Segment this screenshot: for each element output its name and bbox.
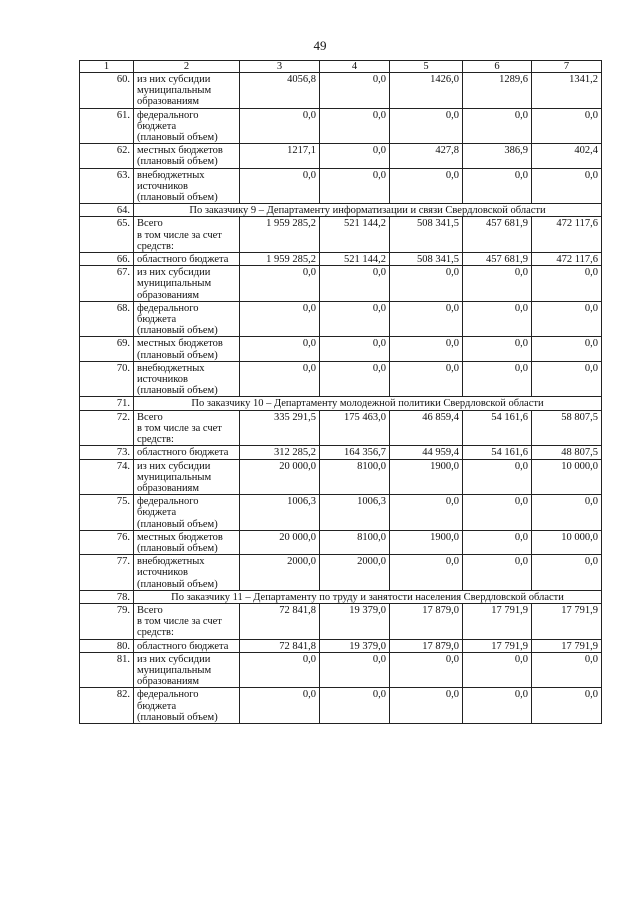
- value-cell: 0,0: [240, 688, 320, 724]
- row-number: 69.: [80, 337, 134, 361]
- value-cell: 0,0: [240, 168, 320, 204]
- value-cell: 0,0: [463, 301, 532, 337]
- value-cell: 0,0: [463, 361, 532, 397]
- value-cell: 1341,2: [532, 73, 602, 109]
- value-cell: 0,0: [532, 688, 602, 724]
- table-row: [80, 459, 602, 495]
- row-label-line: (плановый объем): [137, 349, 218, 361]
- row-label-line: областного бюджета: [137, 640, 229, 652]
- row-number: 67.: [80, 266, 134, 302]
- row-label-line: федерального: [137, 302, 199, 314]
- value-cell: 0,0: [463, 652, 532, 688]
- value-cell: 164 356,7: [320, 446, 390, 459]
- value-cell: 472 117,6: [532, 217, 602, 253]
- row-label: [134, 361, 240, 397]
- value-cell: 0,0: [532, 108, 602, 144]
- value-cell: 0,0: [240, 361, 320, 397]
- row-number: 78.: [80, 590, 134, 603]
- value-cell: 44 959,4: [390, 446, 463, 459]
- row-label: [134, 555, 240, 591]
- row-label-line: (плановый объем): [137, 192, 218, 204]
- row-label-line: образованиям: [137, 289, 200, 301]
- value-cell: 2000,0: [240, 555, 320, 591]
- row-number: 82.: [80, 688, 134, 724]
- column-header-row: [80, 61, 602, 73]
- row-label: [134, 410, 240, 446]
- row-label: [134, 73, 240, 109]
- value-cell: 8100,0: [320, 459, 390, 495]
- value-cell: 17 879,0: [390, 639, 463, 652]
- table-row: [80, 301, 602, 337]
- value-cell: 46 859,4: [390, 410, 463, 446]
- row-label-line: местных бюджетов: [137, 145, 223, 157]
- row-label-line: средств:: [137, 240, 174, 252]
- row-label: [134, 495, 240, 531]
- table-row: [80, 555, 602, 591]
- row-label-line: источников: [137, 567, 189, 579]
- row-number: 75.: [80, 495, 134, 531]
- column-header: 7: [532, 61, 602, 73]
- section-header-row: [80, 204, 602, 217]
- value-cell: 0,0: [532, 337, 602, 361]
- row-number: 74.: [80, 459, 134, 495]
- row-label-line: образованиям: [137, 96, 200, 108]
- row-label-line: (плановый объем): [137, 156, 218, 168]
- value-cell: 1006,3: [240, 495, 320, 531]
- value-cell: 0,0: [390, 652, 463, 688]
- table-row: [80, 652, 602, 688]
- row-label-line: муниципальным: [137, 85, 212, 97]
- row-label: [134, 530, 240, 554]
- value-cell: 2000,0: [320, 555, 390, 591]
- column-header: 3: [240, 61, 320, 73]
- value-cell: 0,0: [463, 459, 532, 495]
- row-label-line: из них субсидии: [137, 460, 211, 472]
- row-label: [134, 144, 240, 168]
- row-label: [134, 168, 240, 204]
- row-label-line: бюджета: [137, 120, 177, 132]
- table-row: [80, 337, 602, 361]
- value-cell: 10 000,0: [532, 530, 602, 554]
- row-label-line: (плановый объем): [137, 385, 218, 397]
- section-header-row: [80, 590, 602, 603]
- value-cell: 0,0: [320, 73, 390, 109]
- row-label: [134, 459, 240, 495]
- column-header: 1: [80, 61, 134, 73]
- value-cell: 0,0: [320, 108, 390, 144]
- value-cell: 0,0: [532, 168, 602, 204]
- value-cell: 19 379,0: [320, 603, 390, 639]
- section-title: По заказчику 10 – Департаменту молодежной политики Свердловской области: [134, 397, 602, 410]
- row-label-line: местных бюджетов: [137, 531, 223, 543]
- row-label-line: местных бюджетов: [137, 338, 223, 350]
- row-label-line: средств:: [137, 434, 174, 446]
- value-cell: 72 841,8: [240, 603, 320, 639]
- table-row: [80, 168, 602, 204]
- row-label-line: внебюджетных: [137, 169, 205, 181]
- value-cell: 0,0: [240, 266, 320, 302]
- row-label: [134, 266, 240, 302]
- row-label-line: областного бюджета: [137, 447, 229, 459]
- value-cell: 335 291,5: [240, 410, 320, 446]
- row-label-line: областного бюджета: [137, 254, 229, 266]
- value-cell: 20 000,0: [240, 459, 320, 495]
- value-cell: 1900,0: [390, 530, 463, 554]
- value-cell: 0,0: [532, 301, 602, 337]
- row-number: 60.: [80, 73, 134, 109]
- value-cell: 472 117,6: [532, 253, 602, 266]
- row-label-line: (плановый объем): [137, 325, 218, 337]
- value-cell: 312 285,2: [240, 446, 320, 459]
- row-number: 81.: [80, 652, 134, 688]
- value-cell: 0,0: [463, 168, 532, 204]
- row-number: 76.: [80, 530, 134, 554]
- value-cell: 10 000,0: [532, 459, 602, 495]
- column-header: 2: [134, 61, 240, 73]
- row-label-line: образованиям: [137, 482, 200, 494]
- value-cell: 17 791,9: [532, 639, 602, 652]
- table-row: [80, 217, 602, 253]
- value-cell: 0,0: [240, 337, 320, 361]
- value-cell: 8100,0: [320, 530, 390, 554]
- row-number: 63.: [80, 168, 134, 204]
- value-cell: 0,0: [390, 337, 463, 361]
- row-label-line: внебюджетных: [137, 362, 205, 374]
- section-title: По заказчику 11 – Департаменту по труду и занятости населения Свердловской области: [134, 590, 602, 603]
- row-number: 66.: [80, 253, 134, 266]
- row-number: 71.: [80, 397, 134, 410]
- value-cell: 20 000,0: [240, 530, 320, 554]
- value-cell: 0,0: [390, 495, 463, 531]
- row-label-line: (плановый объем): [137, 518, 218, 530]
- value-cell: 0,0: [532, 361, 602, 397]
- row-label-line: муниципальным: [137, 278, 212, 290]
- row-label-line: из них субсидии: [137, 74, 211, 85]
- row-label-line: федерального: [137, 109, 199, 121]
- value-cell: 427,8: [390, 144, 463, 168]
- value-cell: 402,4: [532, 144, 602, 168]
- value-cell: 54 161,6: [463, 446, 532, 459]
- row-label-line: (плановый объем): [137, 132, 218, 144]
- table-row: [80, 639, 602, 652]
- table-row: [80, 530, 602, 554]
- value-cell: 0,0: [320, 361, 390, 397]
- value-cell: 0,0: [463, 530, 532, 554]
- row-number: 68.: [80, 301, 134, 337]
- value-cell: 0,0: [390, 168, 463, 204]
- value-cell: 0,0: [463, 495, 532, 531]
- row-label-line: средств:: [137, 627, 174, 639]
- value-cell: 0,0: [532, 266, 602, 302]
- row-label-line: из них субсидии: [137, 267, 211, 279]
- row-number: 64.: [80, 204, 134, 217]
- value-cell: 0,0: [320, 652, 390, 688]
- row-number: 62.: [80, 144, 134, 168]
- table-row: [80, 446, 602, 459]
- row-label-line: (плановый объем): [137, 711, 218, 723]
- table-row: [80, 361, 602, 397]
- row-number: 65.: [80, 217, 134, 253]
- row-label-line: муниципальным: [137, 664, 212, 676]
- row-label: [134, 688, 240, 724]
- row-number: 79.: [80, 603, 134, 639]
- section-header-row: [80, 397, 602, 410]
- table-row: [80, 108, 602, 144]
- value-cell: 0,0: [390, 301, 463, 337]
- page-number: 49: [313, 38, 327, 53]
- row-label-line: в том числе за счет: [137, 229, 222, 241]
- table-row: [80, 603, 602, 639]
- row-label: [134, 337, 240, 361]
- value-cell: 17 791,9: [463, 603, 532, 639]
- row-label-line: бюджета: [137, 700, 177, 712]
- value-cell: 0,0: [390, 688, 463, 724]
- value-cell: 0,0: [240, 108, 320, 144]
- table-row: [80, 73, 602, 109]
- value-cell: 0,0: [390, 266, 463, 302]
- value-cell: 0,0: [390, 361, 463, 397]
- value-cell: 0,0: [320, 266, 390, 302]
- value-cell: 19 379,0: [320, 639, 390, 652]
- column-header: 4: [320, 61, 390, 73]
- row-label-line: бюджета: [137, 507, 177, 519]
- row-label-line: муниципальным: [137, 471, 212, 483]
- row-label: [134, 446, 240, 459]
- row-label-line: из них субсидии: [137, 653, 211, 665]
- column-header: 6: [463, 61, 532, 73]
- table-row: [80, 253, 602, 266]
- value-cell: 1900,0: [390, 459, 463, 495]
- value-cell: 0,0: [320, 688, 390, 724]
- section-title: По заказчику 9 – Департаменту информатизации и связи Свердловской области: [134, 204, 602, 217]
- value-cell: 48 807,5: [532, 446, 602, 459]
- value-cell: 457 681,9: [463, 253, 532, 266]
- row-number: 61.: [80, 108, 134, 144]
- row-label: [134, 639, 240, 652]
- row-label-line: бюджета: [137, 314, 177, 326]
- value-cell: 508 341,5: [390, 217, 463, 253]
- value-cell: 1217,1: [240, 144, 320, 168]
- value-cell: 17 879,0: [390, 603, 463, 639]
- row-label-line: Всего: [137, 218, 163, 230]
- row-label-line: внебюджетных: [137, 556, 205, 568]
- row-label: [134, 652, 240, 688]
- row-label-line: (плановый объем): [137, 578, 218, 590]
- row-label-line: Всего: [137, 411, 163, 423]
- value-cell: 17 791,9: [463, 639, 532, 652]
- table-body: [80, 61, 602, 724]
- value-cell: 72 841,8: [240, 639, 320, 652]
- value-cell: 0,0: [320, 337, 390, 361]
- value-cell: 0,0: [390, 108, 463, 144]
- value-cell: 175 463,0: [320, 410, 390, 446]
- row-label: [134, 301, 240, 337]
- row-label: [134, 108, 240, 144]
- value-cell: 1289,6: [463, 73, 532, 109]
- row-label-line: в том числе за счет: [137, 616, 222, 628]
- row-label-line: источников: [137, 374, 189, 386]
- row-number: 73.: [80, 446, 134, 459]
- value-cell: 0,0: [532, 555, 602, 591]
- value-cell: 521 144,2: [320, 253, 390, 266]
- value-cell: 58 807,5: [532, 410, 602, 446]
- value-cell: 0,0: [390, 555, 463, 591]
- value-cell: 508 341,5: [390, 253, 463, 266]
- value-cell: 4056,8: [240, 73, 320, 109]
- value-cell: 0,0: [240, 301, 320, 337]
- value-cell: 0,0: [532, 495, 602, 531]
- value-cell: 0,0: [463, 266, 532, 302]
- value-cell: 17 791,9: [532, 603, 602, 639]
- value-cell: 0,0: [463, 108, 532, 144]
- row-label-line: Всего: [137, 604, 163, 616]
- row-label: [134, 217, 240, 253]
- value-cell: 1426,0: [390, 73, 463, 109]
- value-cell: 0,0: [463, 688, 532, 724]
- value-cell: 0,0: [463, 337, 532, 361]
- row-number: 77.: [80, 555, 134, 591]
- table-row: [80, 144, 602, 168]
- column-header: 5: [390, 61, 463, 73]
- value-cell: 0,0: [463, 555, 532, 591]
- table-row: [80, 495, 602, 531]
- value-cell: 0,0: [532, 652, 602, 688]
- table-row: [80, 266, 602, 302]
- row-label: [134, 253, 240, 266]
- row-label-line: образованиям: [137, 676, 200, 688]
- row-number: 80.: [80, 639, 134, 652]
- row-number: 72.: [80, 410, 134, 446]
- value-cell: 0,0: [320, 144, 390, 168]
- table-row: [80, 688, 602, 724]
- value-cell: 0,0: [320, 301, 390, 337]
- row-label-line: (плановый объем): [137, 542, 218, 554]
- value-cell: 0,0: [320, 168, 390, 204]
- row-label-line: источников: [137, 180, 189, 192]
- value-cell: 1 959 285,2: [240, 253, 320, 266]
- value-cell: 1 959 285,2: [240, 217, 320, 253]
- value-cell: 386,9: [463, 144, 532, 168]
- row-number: 70.: [80, 361, 134, 397]
- row-label-line: в том числе за счет: [137, 422, 222, 434]
- budget-table: [79, 60, 602, 724]
- row-label-line: федерального: [137, 496, 199, 508]
- value-cell: 457 681,9: [463, 217, 532, 253]
- value-cell: 521 144,2: [320, 217, 390, 253]
- table-row: [80, 410, 602, 446]
- value-cell: 1006,3: [320, 495, 390, 531]
- value-cell: 0,0: [240, 652, 320, 688]
- row-label: [134, 603, 240, 639]
- value-cell: 54 161,6: [463, 410, 532, 446]
- row-label-line: федерального: [137, 689, 199, 701]
